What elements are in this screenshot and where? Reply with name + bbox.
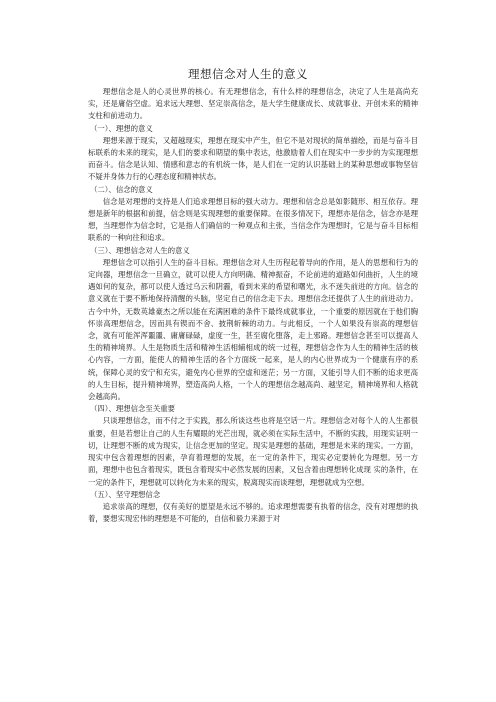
document-body (88, 86, 418, 525)
section-heading-4: （四）、理想信念至关重要 (90, 404, 175, 414)
section-heading-2: （二）、信念的意义 (90, 184, 153, 194)
section-2-paragraph: 信念是对理想的支持是人们追求理想目标的强大动力。理想和信念总是如影随形、相互依存。理想是新年的根据和前提，信念则是实现理想的重要保障。在很多情况下，理想亦是信念，信念亦是理想，当理想作为信念时，它是指人们确信的一种观点和主张，当信念作为理想时，它是与奋斗目标相联系的一种向往和追求。 (88, 196, 418, 243)
section-3-paragraph: 理想信念可以指引人生的奋斗目标。理想信念对人生历程起着导向的作用，是人的思想和行为的定向器，理想信念一旦确立，就可以使人方向明确、精神振奋，不论前进的道路如何曲折，人生的境遇如何的复杂，都可以使人透过乌云和阴霾，看到未来的希望和曙光，永不迷失前进的方向。信念的意义就在于要不断地保持清醒的头脑，坚定自己的信念走下去。理想信念还提供了人生的前进动力。古今中外，无数英雄豪杰之所以能在充满困难的条件下最终成就事业，一个重要的原因就在于他们胸怀崇高理想信念，因而具有锲而不舍、披荆斩棘的动力。与此相反，一个人如果没有崇高的理想信念，就有可能浑浑噩噩、庸庸碌碌，虚度一生，甚至腐化堕落，走上邪路。理想信念甚至可以提高人生的精神境界。人生是物质生活和精神生活相辅相成的统一过程，理想信念作为人生的精神生活的核心内容，一方面，能使人的精神生活的各个方面统一起来，是人的内心世界成为一个健康有序的系统，保障心灵的安宁和充实，避免内心世界的空虚和迷茫；另一方面，又能引导人们不断的追求更高的人生目标，提升精神境界，塑造高尚人格，一个人的理想信念越高尚、越坚定，精神境界和人格就会越高尚。 (88, 257, 418, 402)
intro-paragraph: 理想信念是人的心灵世界的核心。有无理想信念，有什么样的理想信念，决定了人生是高尚充实，还是庸俗空虚。追求远大理想、坚定崇高信念，是大学生健康成长、成就事业、开创未来的精神支柱和前进动力。 (88, 87, 418, 121)
section-4-paragraph: 只谈理想信念，而不付之于实践，那么所谈这些也将是空话一片。理想信念对每个人的人生都很重要，但是若想让自己的人生有耀眼的光芒出现，就必须在实际生活中，不断的实践，用现实证明一切，让理想不断的成为现实，让信念更加的坚定。现实是理想的基础，理想是未来的现实。一方面，现实中包含着理想的因素，孕育着理想的发展，在一定的条件下，现实必定要转化为理想。另一方面，理想中也包含着现实，既包含着现实中必然发展的因素，又包含着由理想转化成现 实的条件，在一定的条件下，理想就可以转化为未来的现实，脱离现实而谈理想，理想就成为空想。 (88, 416, 418, 487)
section-heading-1: （一）、理想的意义 (90, 123, 153, 133)
document-title: 理想信念对人生的意义 (188, 67, 308, 81)
section-heading-3: （三）、理想信念对人生的意义 (90, 245, 190, 255)
section-heading-5: （五）、坚守理想信念 (90, 489, 161, 499)
section-5-paragraph: 追求崇高的理想，仅有美好的愿望是永远不够的。追求理想需要有执着的信念，没有对理想的执着，要想实现宏伟的理想是不可能的，自信和毅力来源于对 (88, 501, 418, 524)
section-1-paragraph: 理想来源于现实，又超越现实，理想在现实中产生，但它不是对现状的简单描绘，而是与奋斗目标联系的未来的现实，是人们的要求和期望的集中表达，他激励着人们在现实中一步步的为实现理想而奋斗。信念是认知、情感和意志的有机统一体，是人们在一定的认识基础上的某种思想或事物坚信不疑并身体力行的心理态度和精神状态。 (88, 135, 418, 182)
